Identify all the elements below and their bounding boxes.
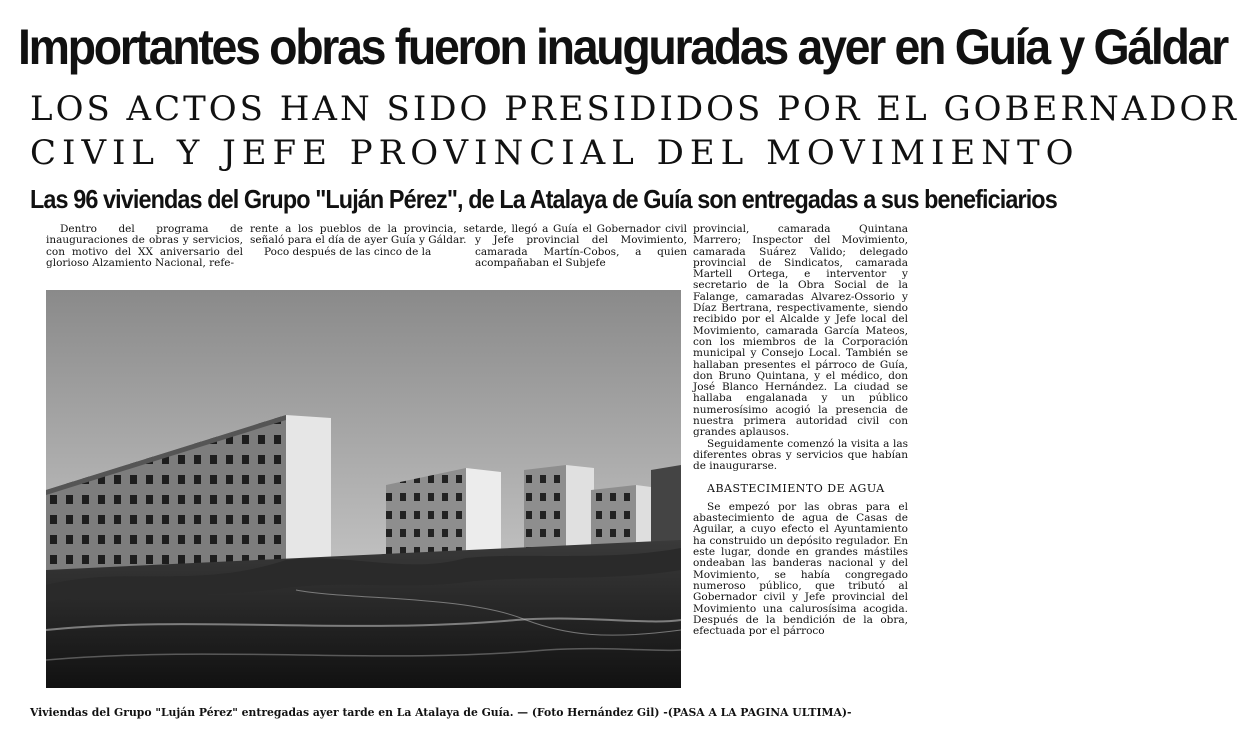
subheadline-line-2: CIVIL Y JEFE PROVINCIAL DEL MOVIMIENTO (30, 133, 1080, 173)
column-1-text: Dentro del programa de inauguraciones de obras y servicios, con motivo del XX aniversario del glorioso Alzamiento Nacional, refe- (46, 223, 243, 269)
photo-caption: Viviendas del Grupo "Luján Pérez" entregadas ayer tarde en La Atalaya de Guía. — (Foto Hernández Gil) -(PASA A LA PAGINA ULTIMA)- (30, 706, 852, 719)
article-column-2 (250, 224, 475, 286)
housing-photograph (46, 290, 681, 688)
column-4-paragraph-2: Seguidamente comenzó la visita a las diferentes obras y servicios que habían de inaugurarse. (693, 437, 908, 473)
deck-headline: Las 96 viviendas del Grupo "Luján Pérez", de La Atalaya de Guía son entregadas a sus beneficiarios (30, 184, 1057, 214)
column-4-paragraph-1: provincial, camarada Quintana Marrero; Inspector del Movimiento, camarada Suárez Valido; delegado provincial de Sindicatos, camarada Martell Ortega, e interventor y secretario de la Obra Social de la Falange, camaradas Alvarez-Ossorio y Díaz Bertrana, respectivamente, siendo recibido por el Alcalde y Jefe local del Movimiento, camarada García Mateos, con los miembros de la Corporación municipal y Consejo Local. También se hallaban presentes el párroco de Guía, don Bruno Quintana, y el médico, don José Blanco Hernández. La ciudad se hallaba engalanada y un público numerosísimo acogió la presencia de nuestra primera autoridad civil con grandes aplausos. (693, 223, 908, 439)
article-column-1 (46, 224, 243, 286)
article-column-3 (475, 224, 687, 286)
column-2-text-b: Poco después de las cinco de la (264, 245, 432, 258)
headline: Importantes obras fueron inauguradas ayer en Guía y Gáldar (18, 19, 1227, 75)
subheadline-line-1: LOS ACTOS HAN SIDO PRESIDIDOS POR EL GOBERNADOR (30, 89, 1239, 129)
housing-photo-image (46, 290, 681, 688)
column-3-text: tarde, llegó a Guía el Gobernador civil y Jefe provincial del Movimiento, camarada Martín-Cobos, a quien acompañaban el Subjefe (475, 223, 687, 269)
column-4-paragraph-3: Se empezó por las obras para el abastecimiento de agua de Casas de Aguilar, a cuyo efecto el Ayuntamiento ha construido un depósito regulador. En este lugar, donde en grandes mástiles ondeaban las banderas nacional y del Movimiento, se había congregado numeroso público, que tributó al Gobernador civil y Jefe provincial del Movimiento una calurosísima acogida. Después de la bendición de la obra, efectuada por el párroco (693, 500, 908, 638)
article-column-4 (693, 224, 908, 702)
column-2-text-a: rente a los pueblos de la provincia, se señaló para el día de ayer Guía y Gáldar. (250, 223, 475, 247)
column-4-subheading: ABASTECIMIENTO DE AGUA (707, 481, 885, 495)
